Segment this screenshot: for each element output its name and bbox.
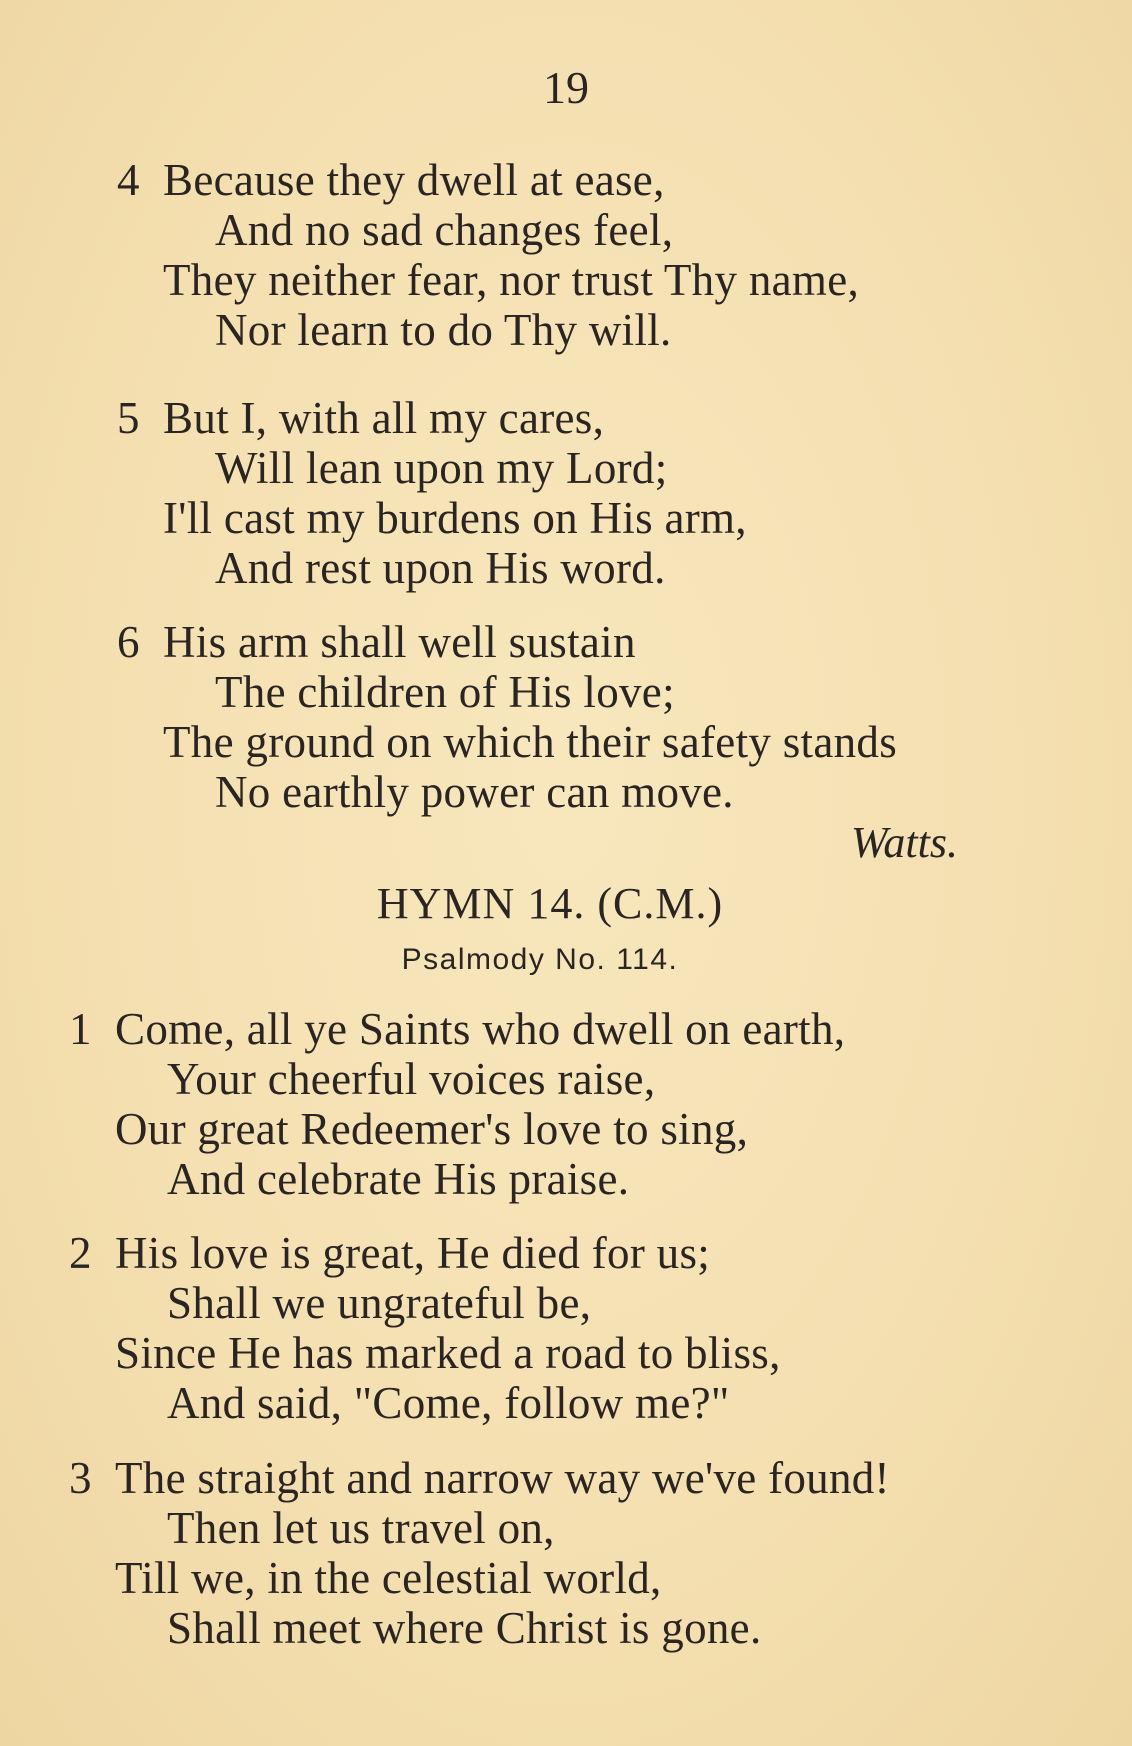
verse-line: Your cheerful voices raise, [167,1054,656,1104]
verse-line: 4 Because they dwell at ease, [117,155,665,205]
verse-4 [117,155,860,355]
verse-line: 3 The straight and narrow way we've found! [69,1453,890,1503]
verse-3 [69,1453,890,1653]
verse-line: Shall we ungrateful be, [167,1278,592,1328]
verse-line: They neither fear, nor trust Thy name, [163,255,860,305]
verse-line: I'll cast my burdens on His arm, [163,493,747,543]
hymn-title: HYMN 14. (C.M.) [376,879,724,928]
verse-2 [69,1228,781,1428]
page-number: 19 [543,62,589,113]
verse-line: And no sad changes feel, [215,205,674,255]
verse-line: Till we, in the celestial world, [115,1553,662,1603]
verse-number: 6 [117,617,140,667]
verse-number: 3 [69,1453,92,1503]
verse-line: Will lean upon my Lord; [215,443,668,493]
verse-5 [117,393,747,593]
verse-line: Shall meet where Christ is gone. [167,1603,762,1653]
verse-1 [69,1004,846,1204]
verse-line: 2 His love is great, He died for us; [69,1228,711,1278]
hymn-subtitle: Psalmody No. 114. [401,943,679,976]
verse-line: 1 Come, all ye Saints who dwell on earth, [69,1004,846,1054]
verse-line: 5 But I, with all my cares, [117,393,605,443]
verse-line: And said, "Come, follow me?" [167,1378,730,1428]
verse-line: Then let us travel on, [167,1503,555,1553]
verse-line: The children of His love; [215,667,675,717]
verse-line: No earthly power can move. [215,767,734,817]
verse-line: The ground on which their safety stands [163,717,898,767]
verse-line: And celebrate His praise. [167,1154,630,1204]
verse-line: Nor learn to do Thy will. [215,305,672,355]
verse-number: 1 [69,1004,92,1054]
verse-line: 6 His arm shall well sustain [117,617,636,667]
hymn-attribution: Watts. [850,818,958,867]
verse-line: Our great Redeemer's love to sing, [115,1104,749,1154]
verse-6 [117,617,898,817]
verse-number: 5 [117,393,140,443]
verse-number: 2 [69,1228,92,1278]
verse-line: And rest upon His word. [215,543,666,593]
verse-line: Since He has marked a road to bliss, [115,1328,781,1378]
verse-number: 4 [117,155,140,205]
